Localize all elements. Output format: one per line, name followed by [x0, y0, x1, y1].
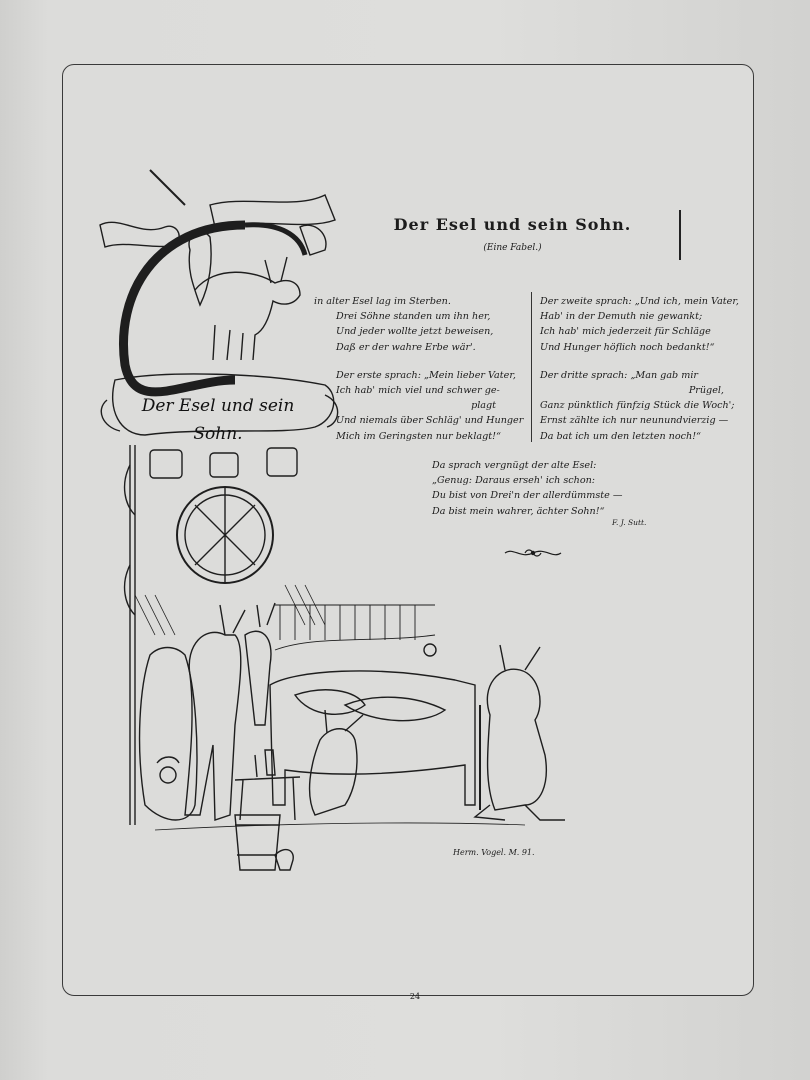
verse-line: Da sprach vergnügt der alte Esel: [432, 460, 597, 471]
verse-line: Der dritte sprach: „Man gab mir [540, 369, 698, 381]
verse-line: Drei Söhne standen um ihn her, [336, 311, 491, 323]
verse-final-stanza [432, 458, 677, 519]
illustration-title-banner [118, 392, 318, 448]
verse-column-left [314, 294, 526, 444]
verse-line: plagt [471, 400, 496, 412]
column-divider [531, 292, 532, 442]
poem-subtitle: (Eine Fabel.) [483, 243, 542, 253]
banner-line-1: Der Esel und sein [141, 396, 295, 416]
verse-line: Und niemals über Schläg' und Hunger [336, 415, 524, 427]
verse-line: Mich im Geringsten nur beklagt!“ [336, 430, 501, 442]
verse-line: Prügel, [688, 385, 724, 397]
verse-line: in alter Esel lag im Sterben. [314, 296, 451, 307]
verse-line: Ernst zählte ich nur neunundvierzig — [540, 415, 729, 427]
poem-title: Der Esel und sein Sohn. [393, 215, 632, 234]
verse-line: Da bist mein wahrer, ächter Sohn!“ [432, 505, 605, 517]
verse-line: Daß er der wahre Erbe wär'. [336, 341, 476, 353]
verse-line: Ich hab' mich jederzeit für Schläge [540, 326, 711, 338]
title-rule [679, 210, 681, 260]
verse-line: Der erste sprach: „Mein lieber Vater, [336, 369, 516, 381]
verse-line: Da bat ich um den letzten noch!“ [540, 430, 701, 442]
verse-line: Ich hab' mich viel und schwer ge- [336, 385, 500, 397]
banner-line-2: Sohn. [193, 424, 243, 444]
verse-line: Und Hunger höflich noch bedankt!“ [540, 341, 715, 353]
ornament-divider-icon [503, 546, 563, 560]
poem-author: F. J. Sutt. [612, 518, 647, 527]
verse-line: Der zweite sprach: „Und ich, mein Vater, [540, 296, 739, 307]
artist-signature: Herm. Vogel. M. 91. [453, 848, 535, 857]
page-number: 24 [409, 992, 421, 1001]
verse-line: „Genug: Daraus erseh' ich schon: [432, 475, 596, 487]
verse-line: Du bist von Drei'n der allerdümmste — [432, 490, 623, 502]
verse-line: Hab' in der Demuth nie gewankt; [540, 311, 703, 323]
verse-line: Ganz pünktlich fünfzig Stück die Woch'; [540, 400, 735, 412]
verse-column-right [540, 294, 739, 444]
verse-line: Und jeder wollte jetzt beweisen, [336, 326, 494, 338]
fable-illustration [95, 165, 575, 885]
